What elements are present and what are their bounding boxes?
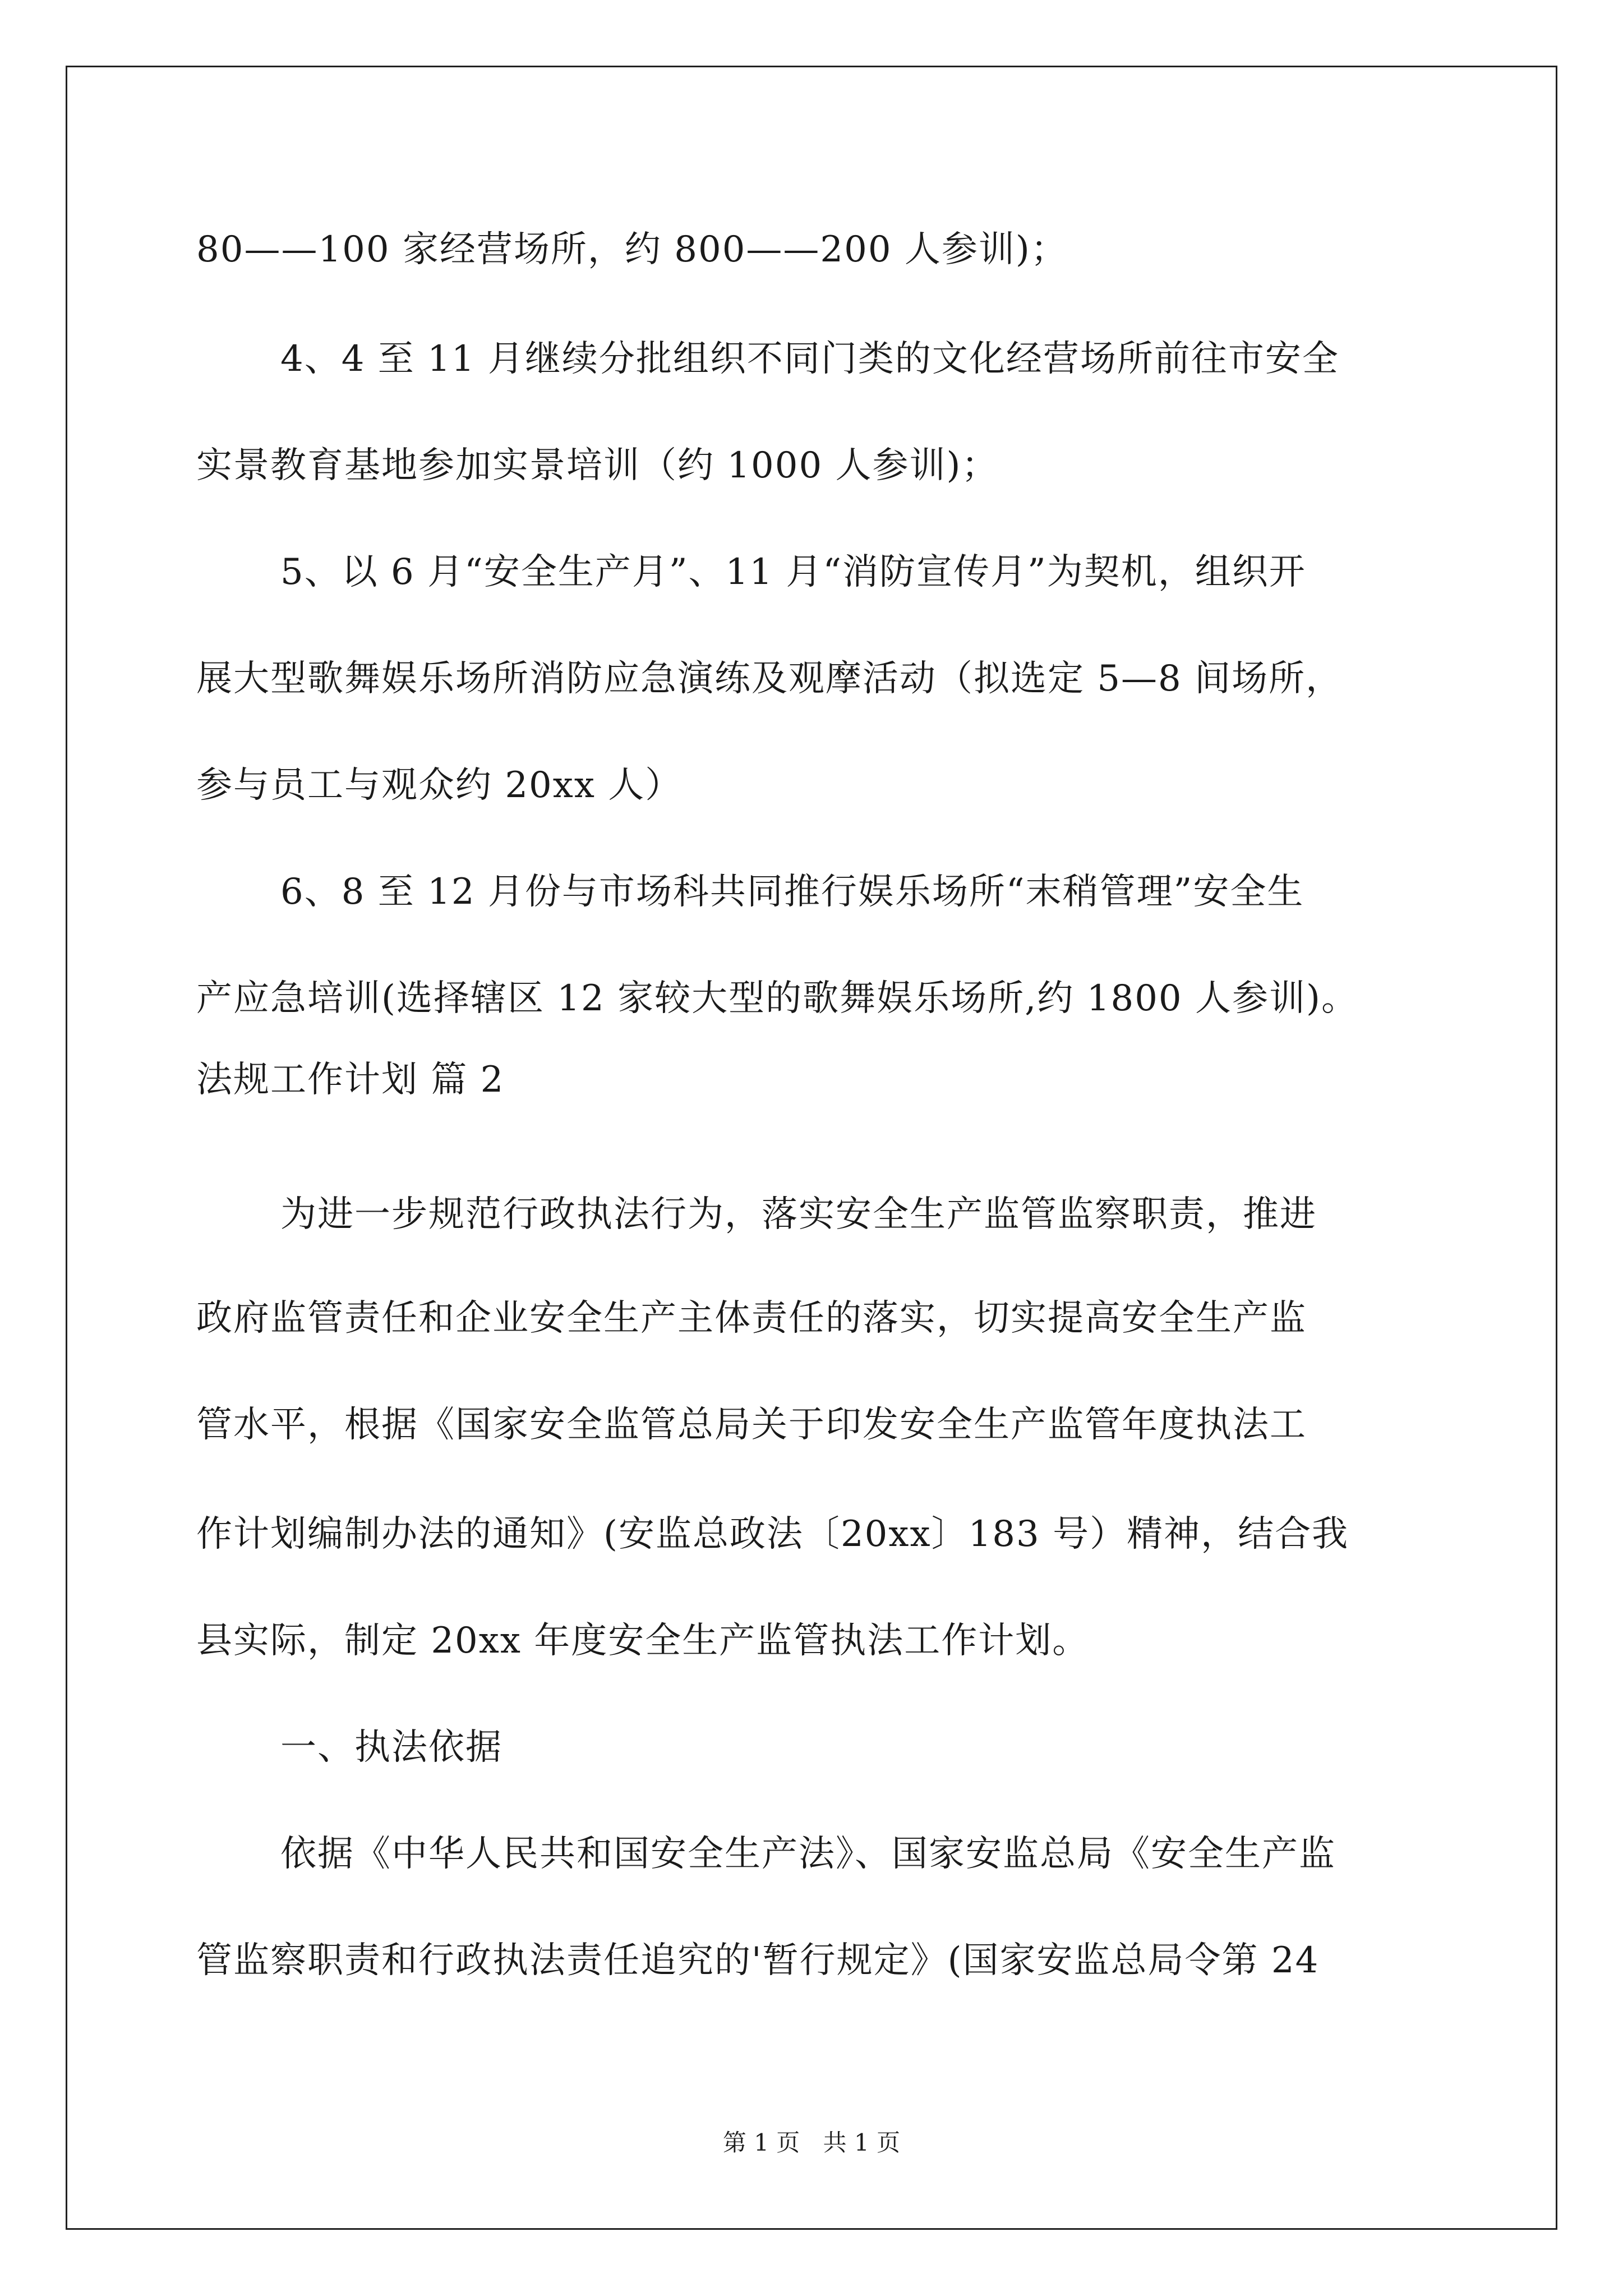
sub-heading: 一、执法依据 <box>280 1727 502 1768</box>
page-footer <box>0 2126 1623 2160</box>
section-heading: 法规工作计划 篇 2 <box>196 1059 505 1101</box>
page-border <box>66 66 1557 2230</box>
page-number-total: 共 1 页 <box>823 2129 901 2156</box>
text-line: 作计划编制办法的通知》(安监总政法〔20xx〕183 号）精神，结合我 <box>196 1513 1349 1555</box>
text-line: 参与员工与观众约 20xx 人） <box>196 765 683 806</box>
text-line: 6、8 至 12 月份与市场科共同推行娱乐场所“末稍管理”安全生 <box>280 871 1304 913</box>
page-number-current: 第 1 页 <box>722 2129 800 2156</box>
text-line: 展大型歌舞娱乐场所消防应急演练及观摩活动（拟选定 5—8 间场所， <box>196 658 1343 700</box>
text-line: 管监察职责和行政执法责任追究的'暂行规定》(国家安监总局令第 24 <box>196 1940 1320 1981</box>
text-line: 为进一步规范行政执法行为，落实安全生产监管监察职责，推进 <box>280 1194 1317 1235</box>
text-line: 5、以 6 月“安全生产月”、11 月“消防宣传月”为契机，组织开 <box>280 551 1306 593</box>
text-line: 80——100 家经营场所，约 800——200 人参训)； <box>196 229 1068 270</box>
text-line: 实景教育基地参加实景培训（约 1000 人参训)； <box>196 445 999 486</box>
text-line: 政府监管责任和企业安全生产主体责任的落实，切实提高安全生产监 <box>196 1297 1307 1339</box>
text-line: 4、4 至 11 月继续分批组织不同门类的文化经营场所前往市安全 <box>280 338 1339 380</box>
text-line: 县实际，制定 20xx 年度安全生产监管执法工作计划。 <box>196 1620 1090 1662</box>
text-line: 依据《中华人民共和国安全生产法》、国家安监总局《安全生产监 <box>280 1833 1336 1875</box>
text-line: 管水平，根据《国家安全监管总局关于印发安全生产监管年度执法工 <box>196 1404 1307 1446</box>
text-line: 产应急培训(选择辖区 12 家较大型的歌舞娱乐场所,约 1800 人参训)。 <box>196 978 1358 1019</box>
